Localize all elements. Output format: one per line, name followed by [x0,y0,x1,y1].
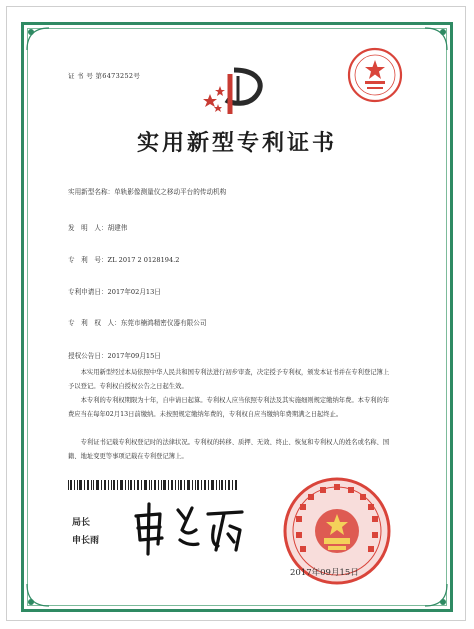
paragraph-grant: 本实用新型经过本局依照中华人民共和国专利法进行初步审查，决定授予专利权，颁发本证书并在专利登记簿上予以登记。专利权自授权公告之日起生效。 [68,369,390,390]
certificate-title: 实用新型专利证书 [136,130,337,156]
paragraph-term: 本专利的专利权期限为十年，自申请日起算。专利权人应当依照专利法及其实施细则规定缴纳年费。本专利的年费应当在每年02月13日前缴纳。未按照规定缴纳年费的，专利权自应当缴纳年费期满之日起终止。 [68,397,390,418]
qc-seal-icon [346,46,404,104]
barcode-icon [68,480,238,490]
application-date-field: 专利申请日：2017年02月13日 [68,288,161,296]
patentee-field: 专 利 权 人：东莞市楠鸿精密仪器有限公司 [68,319,207,327]
corner-ornament-icon [21,22,55,56]
cnipa-logo-icon [200,66,270,118]
corner-ornament-icon [21,578,55,612]
director-label: 局长 [72,518,91,528]
patent-number-field: 专 利 号：ZL 2017 2 0128194.2 [68,256,180,264]
paragraph-legal-status: 专利证书记载专利权登记时的法律状况。专利权的转移、质押、无效、终止、恢复和专利权人的姓名或名称、国籍、地址变更等事项记载在专利登记簿上。 [68,439,390,460]
inventor-field: 发 明 人：胡建伟 [68,224,128,232]
grant-date-field: 授权公告日：2017年09月15日 [68,352,161,360]
utility-model-name: 实用新型名称：单轨影像测量仪之移动平台的传动机构 [68,188,227,196]
certificate-number: 证 书 号 第6473252号 [68,72,141,80]
signature-image [130,500,250,556]
issue-date: 2017年09月15日 [290,568,359,578]
corner-ornament-icon [419,578,453,612]
director-name-label: 申长雨 [72,536,100,546]
corner-ornament-icon [419,22,453,56]
